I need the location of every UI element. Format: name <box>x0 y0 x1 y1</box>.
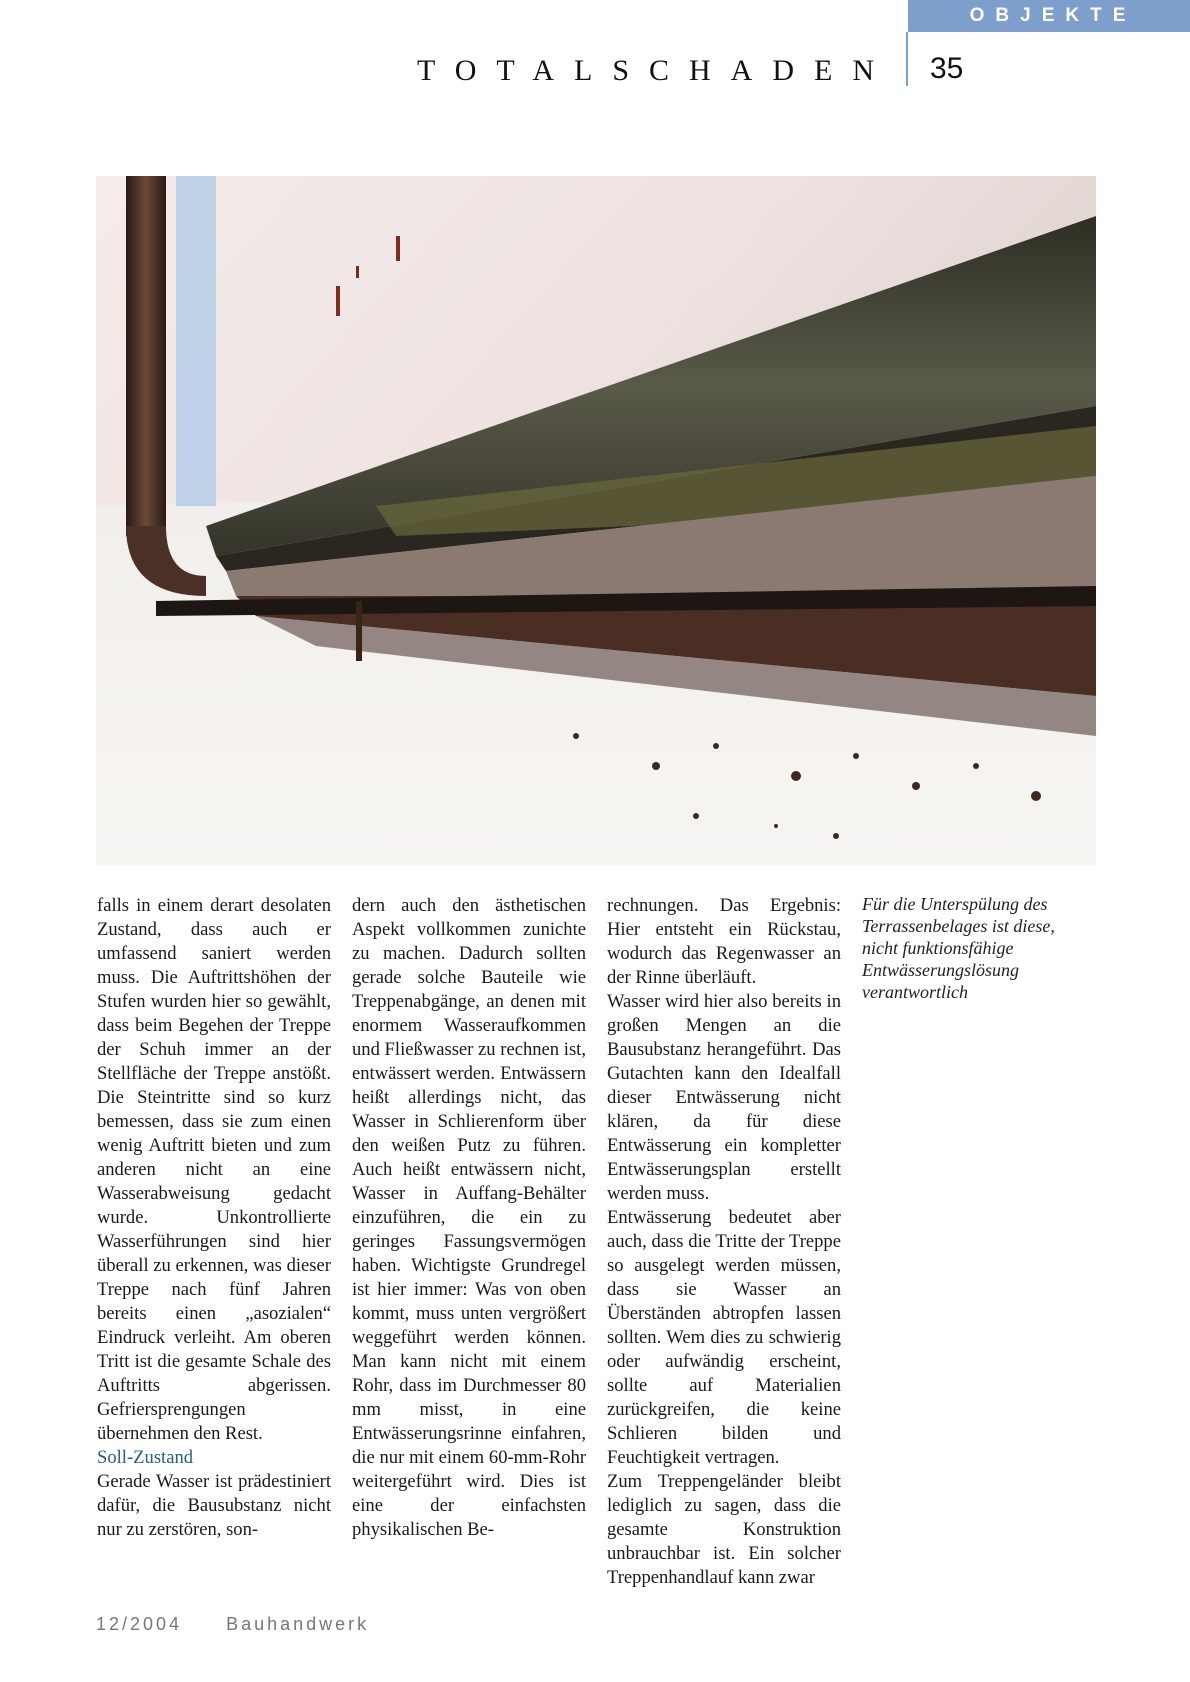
magazine-name: Bauhandwerk <box>226 1614 370 1634</box>
running-title: TOTALSCHADEN <box>416 54 894 87</box>
photo-caption: Für die Unterspülung des Terrassenbelages ist diese, nicht funktionsfähige Entwässerungslösung verantwortlich <box>862 894 1055 1002</box>
body-paragraph: Wasser wird hier also bereits in großen Mengen an die Bausubstanz herangeführt. Das Gutachten kann den Idealfall dieser Entwässerung nicht klären, da für diese Entwässerung ein kompletter Entwässerungsplan erstellt werden muss. <box>607 991 841 1204</box>
body-paragraph: falls in einem derart desolaten Zustand, dass auch er umfassend saniert werden muss. Die Auftrittshöhen der Stufen wurden hier so gewählt, dass beim Begehen der Treppe der Schuh immer an der Stellfläche der Treppe anstößt. Die Steintritte sind so kurz bemessen, dass sie zum einen wenig Auftritt bieten und zum anderen nicht an eine Wasserabweisung gedacht wurde. Unkontrollierte Wasserführungen sind hier überall zu erkennen, was dieser Treppe nach fünf Jahren bereits einen „asozialen“ Eindruck verleiht. Am oberen Tritt ist die gesamte Schale des Auftritts abgerissen. Gefriersprengungen übernehmen den Rest. <box>97 895 331 1444</box>
issue-date: 12/2004 <box>96 1614 183 1634</box>
body-paragraph: Entwässerung bedeutet aber auch, dass die Tritte der Treppe so ausgelegt werden müssen, dass sie Wasser an Überständen abtropfen lassen sollten. Wem dies zu schwierig oder aufwändig erscheint, sollte auf Materialien zurückgreifen, die keine Schlieren bilden und Feuchtigkeit vertragen. <box>607 1207 841 1468</box>
body-paragraph: Gerade Wasser ist prädestiniert dafür, die Bausubstanz nicht nur zu zerstören, son- <box>97 1471 331 1540</box>
subheading: Soll-Zustand <box>97 1447 194 1468</box>
article-photo <box>96 176 1096 865</box>
photo-image <box>96 176 1096 865</box>
text-column-3 <box>607 894 841 1590</box>
page-footer <box>96 1614 369 1635</box>
section-tab: OBJEKTE <box>908 0 1190 32</box>
body-paragraph: rechnungen. Das Ergebnis: Hier entsteht ein Rückstau, wodurch das Regenwasser an der Rinne überläuft. <box>607 895 841 988</box>
text-column-2 <box>352 894 586 1542</box>
body-paragraph: Zum Treppengeländer bleibt lediglich zu sagen, dass die gesamte Konstruktion unbrauchbar ist. Ein solcher Treppenhandlauf kann zwar <box>607 1471 841 1588</box>
text-column-1 <box>97 894 331 1542</box>
body-paragraph: dern auch den ästhetischen Aspekt vollkommen zunichte zu machen. Dadurch sollten gerade solche Bauteile wie Treppenabgänge, an denen mit enormem Wasseraufkommen und Fließwasser zu rechnen ist, entwässert werden. Entwässern heißt allerdings nicht, das Wasser in Schlierenform über den weißen Putz zu führen. Auch heißt entwässern nicht, Wasser in Auffang-Behälter einzuführen, die ein zu geringes Fassungsvermögen haben. Wichtigste Grundregel ist hier immer: Was von oben kommt, muss unten vergrößert weggeführt werden können. Man kann nicht mit einem Rohr, dass im Durchmesser 80 mm misst, in eine Entwässerungsrinne einfahren, die nur mit einem 60-mm-Rohr weitergeführt wird. Dies ist eine der einfachsten physikalischen Be- <box>352 895 586 1540</box>
header-divider <box>906 32 908 86</box>
page-number: 35 <box>930 52 964 85</box>
